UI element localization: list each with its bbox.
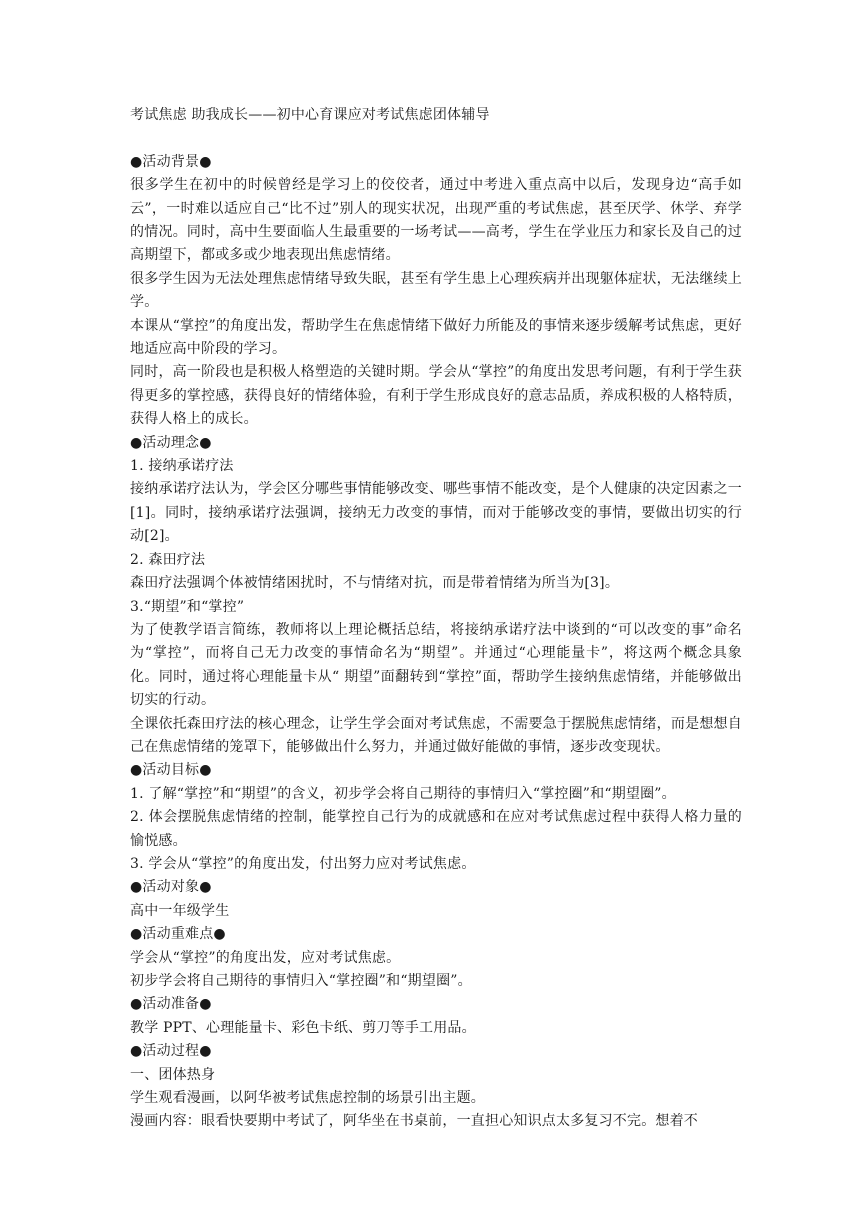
paragraph: 2. 森田疗法 <box>130 551 206 568</box>
paragraph: 3.“期望”和“掌控” <box>130 598 245 615</box>
paragraph: ●活动重难点● <box>130 926 226 943</box>
document-title: 考试焦虑 助我成长——初中心育课应对考试焦虑团体辅导 <box>130 107 490 123</box>
paragraph: 森田疗法强调个体被情绪困扰时，不与情绪对抗，而是带着情绪为所当为[3]。 <box>130 575 620 592</box>
paragraph: ●活动目标● <box>130 762 212 779</box>
paragraph: 同时，高一阶段也是积极人格塑造的关键时期。学会从“掌控”的角度出发思考问题，有利于学生获得更多的掌控感，获得良好的情绪体验，有利于学生形成良好的意志品质，养成积极的人格特质，获得人格上的成长。 <box>130 364 742 428</box>
paragraph: 1. 接纳承诺疗法 <box>130 458 234 475</box>
paragraph: 很多学生在初中的时候曾经是学习上的佼佼者，通过中考进入重点高中以后，发现身边“高手如云”，一时难以适应自己“比不过”别人的现实状况，出现严重的考试焦虑，甚至厌学、休学、弃学的情况。同时，高中生要面临人生最重要的一场考试——高考，学生在学业压力和家长及自己的过高期望下，都或多或少地表现出焦虑情绪。 <box>130 177 742 264</box>
paragraph: ●活动理念● <box>130 434 212 451</box>
paragraph: ●活动过程● <box>130 1043 212 1060</box>
paragraph: 3. 学会从“掌控”的角度出发，付出努力应对考试焦虑。 <box>130 855 476 872</box>
paragraph: 接纳承诺疗法认为，学会区分哪些事情能够改变、哪些事情不能改变，是个人健康的决定因素之一[1]。同时，接纳承诺疗法强调，接纳无力改变的事情，而对于能够改变的事情，要做出切实的行动[2]。 <box>130 481 742 545</box>
paragraph: 1. 了解“掌控”和“期望”的含义，初步学会将自己期待的事情归入“掌控圈”和“期望圈”。 <box>130 785 676 802</box>
paragraph: ●活动背景● <box>130 153 212 170</box>
paragraph: 很多学生因为无法处理焦虑情绪导致失眠，甚至有学生患上心理疾病并出现躯体症状，无法继续上学。 <box>130 270 742 311</box>
paragraph: ●活动准备● <box>130 996 212 1013</box>
document-body <box>130 151 742 1134</box>
paragraph: 为了使教学语言简练，教师将以上理论概括总结，将接纳承诺疗法中谈到的“可以改变的事”命名为“掌控”，而将自己无力改变的事情命名为“期望”。并通过“心理能量卡”，将这两个概念具象化。同时，通过将心理能量卡从“ 期望”面翻转到“掌控”面，帮助学生接纳焦虑情绪，并能够做出切实的行动。 <box>130 621 742 709</box>
paragraph: 学生观看漫画，以阿华被考试焦虑控制的场景引出主题。 <box>130 1090 485 1107</box>
paragraph: 本课从“掌控”的角度出发，帮助学生在焦虑情绪下做好力所能及的事情来逐步缓解考试焦虑，更好地适应高中阶段的学习。 <box>130 317 742 358</box>
paragraph: 漫画内容：眼看快要期中考试了，阿华坐在书桌前，一直担心知识点太多复习不完。想着不 <box>130 1113 698 1130</box>
paragraph: 一、团体热身 <box>130 1066 216 1083</box>
paragraph: 学会从“掌控”的角度出发，应对考试焦虑。 <box>130 949 401 966</box>
paragraph: 教学 PPT、心理能量卡、彩色卡纸、剪刀等手工用品。 <box>130 1019 476 1036</box>
paragraph: 高中一年级学生 <box>130 902 230 919</box>
paragraph: 初步学会将自己期待的事情归入“掌控圈”和“期望圈”。 <box>130 973 472 990</box>
paragraph: ●活动对象● <box>130 879 212 896</box>
document-page <box>130 104 742 1134</box>
paragraph: 全课依托森田疗法的核心理念，让学生学会面对考试焦虑，不需要急于摆脱焦虑情绪，而是想想自己在焦虑情绪的笼罩下，能够做出什么努力，并通过做好能做的事情，逐步改变现状。 <box>130 715 742 755</box>
paragraph: 2. 体会摆脱焦虑情绪的控制，能掌控自己行为的成就感和在应对考试焦虑过程中获得人格力量的愉悦感。 <box>130 809 742 849</box>
